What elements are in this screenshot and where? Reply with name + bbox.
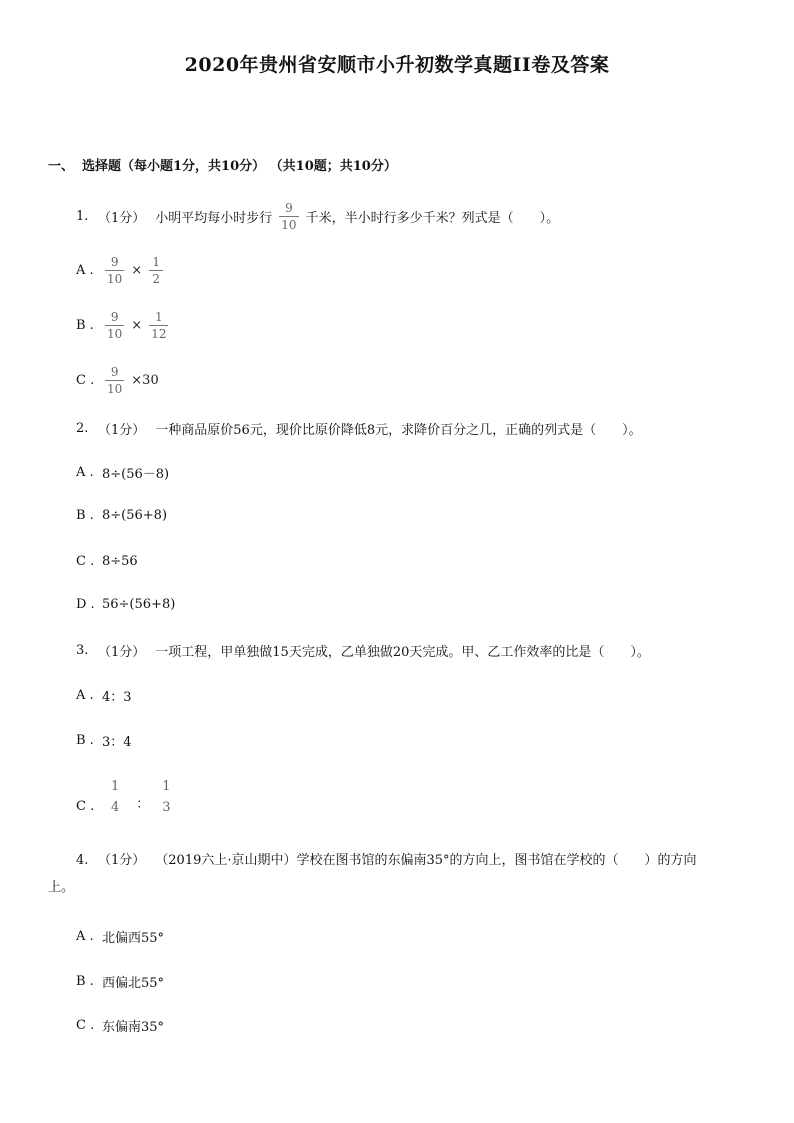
fraction-numerator: 1 [155,310,163,324]
option-text: 8÷56 [102,554,138,569]
option-text: 8÷(56+8) [102,508,168,523]
question-text: 千米，半小时行多少千米？列式是（ ）。 [305,211,560,226]
fraction [106,311,123,340]
fraction [280,202,297,231]
fraction [106,366,123,395]
option-1b[interactable] [76,311,171,340]
option-letter: A . [76,263,94,278]
question-4 [48,847,748,901]
option-3c[interactable] [76,780,176,814]
section-header [48,155,397,174]
option-letter: C . [76,373,95,388]
fraction-denominator: 12 [151,327,167,341]
question-2 [76,419,642,438]
fraction-denominator: 2 [152,272,160,286]
fraction-numerator: 1 [111,779,120,794]
option-letter: C . [76,554,95,569]
operator: ×30 [131,373,159,388]
fraction-denominator: 10 [107,327,123,341]
fraction-numerator: 9 [110,310,119,324]
fraction-numerator: 1 [162,779,171,794]
question-number: 2. [76,421,89,436]
option-letter: C . [76,1018,95,1033]
question-text: 一项工程，甲单独做15天完成，乙单独做20天完成。甲、乙工作效率的比是（ ）。 [155,645,650,660]
fraction-numerator: 9 [110,365,119,379]
option-letter: A . [76,465,94,480]
question-score: （1分） [98,211,146,226]
question-text: （2019六上·京山期中）学校在图书馆的东偏南35°的方向上，图书馆在学校的（ ）的方向 [155,853,697,868]
fraction [150,256,162,285]
question-number: 3. [76,643,89,658]
operator: × [131,263,143,278]
option-letter: B . [76,508,94,523]
question-text: 小明平均每小时步行 [155,211,273,226]
option-letter: C . [76,799,95,814]
page-title: 2020年贵州省安顺市小升初数学真题II卷及答案 [184,54,610,76]
fraction-denominator: 10 [107,382,123,396]
question-number: 1. [76,209,89,224]
operator: × [131,318,143,333]
question-score: （1分） [98,853,146,868]
option-2a[interactable] [76,463,169,482]
option-letter: D . [76,597,95,612]
fraction [161,780,171,814]
fraction-denominator: 4 [111,800,120,815]
option-1c[interactable] [76,366,163,395]
fraction-numerator: 1 [152,255,160,269]
option-letter: A . [76,929,94,944]
option-4b[interactable] [76,972,164,991]
option-text: 56÷(56+8) [102,597,176,612]
question-3 [76,641,650,660]
fraction-numerator: 9 [110,255,119,269]
option-text: 3：4 [102,735,132,750]
option-1a[interactable] [76,256,166,285]
option-3b[interactable] [76,731,132,750]
ratio-separator: ： [136,797,150,812]
option-2d[interactable] [76,597,175,612]
section-number: 一、 [48,159,75,174]
option-4c[interactable] [76,1016,164,1035]
fraction-numerator: 9 [285,201,293,215]
fraction [106,256,123,285]
option-text: 8÷(56－8) [102,467,170,482]
option-text: 西偏北55° [102,976,165,991]
section-text: 选择题（每小题1分，共10分） （共10题；共10分） [82,159,397,174]
option-letter: B . [76,733,94,748]
fraction-denominator: 10 [281,218,297,232]
question-1 [76,202,559,231]
option-3a[interactable] [76,686,132,705]
option-2c[interactable] [76,554,138,569]
fraction-denominator: 10 [107,272,123,286]
question-text-continued: 上。 [48,880,75,895]
option-letter: A . [76,688,94,703]
question-score: （1分） [98,423,146,438]
option-letter: B . [76,318,94,333]
question-number: 4. [76,853,89,868]
question-score: （1分） [98,645,146,660]
option-text: 4：3 [102,690,132,705]
fraction [110,780,120,814]
fraction-denominator: 3 [162,800,171,815]
option-4a[interactable] [76,927,164,946]
option-2b[interactable] [76,508,167,523]
option-text: 东偏南35° [102,1020,165,1035]
fraction [150,311,167,340]
option-letter: B . [76,974,94,989]
question-text: 一种商品原价56元，现价比原价降低8元，求降价百分之几，正确的列式是（ ）。 [155,423,642,438]
option-text: 北偏西55° [102,931,165,946]
